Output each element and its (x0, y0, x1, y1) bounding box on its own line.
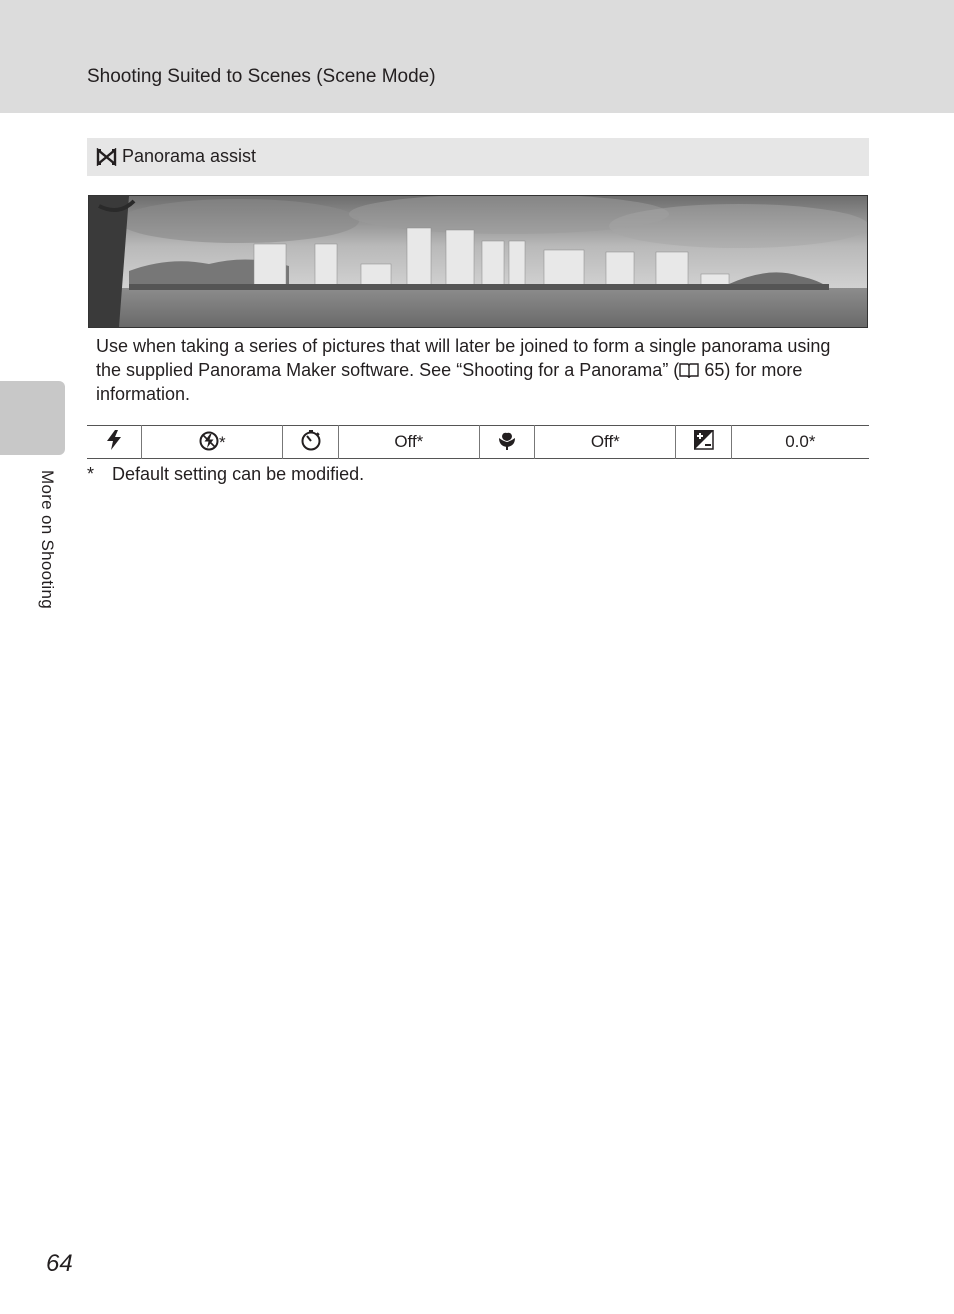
page-number: 64 (46, 1250, 73, 1277)
macro-label-cell (479, 426, 534, 459)
macro-value: Off* (590, 432, 620, 451)
macro-icon (496, 429, 518, 451)
flash-icon (106, 430, 122, 450)
description-line-2 (96, 358, 866, 382)
exposure-compensation-icon (693, 429, 715, 451)
footnote: * Default setting can be modified. (87, 464, 365, 484)
side-tab-label: More on Shooting (38, 470, 57, 609)
description-line-3: information. (96, 384, 191, 404)
header-band (0, 0, 954, 113)
exposure-label-cell (676, 426, 731, 459)
mode-description (96, 334, 866, 406)
page-header-title: Shooting Suited to Scenes (Scene Mode) (87, 66, 436, 87)
table-row (87, 426, 869, 459)
flash-mode-label-cell (87, 426, 142, 459)
self-timer-value-cell (338, 426, 479, 459)
description-line-2-start: the supplied Panorama Maker software. See “Shooting for a Panorama” ( (96, 360, 680, 380)
panorama-photo (88, 195, 868, 328)
section-heading-bar (87, 138, 869, 176)
side-tab (0, 381, 65, 455)
description-line-1: Use when taking a series of pictures that will later be joined to form a single panorama using (96, 336, 831, 356)
description-line-2-end: 65) for more (699, 360, 803, 380)
section-title (96, 146, 256, 167)
exposure-value-cell (731, 426, 869, 459)
flash-mode-value: * (218, 433, 226, 452)
self-timer-label-cell (283, 426, 338, 459)
exposure-value: 0.0* (785, 432, 816, 451)
flash-mode-value-cell (142, 426, 283, 459)
panorama-assist-icon (96, 148, 117, 166)
macro-value-cell (535, 426, 676, 459)
flash-off-icon (199, 431, 219, 451)
book-reference-icon (679, 362, 699, 378)
self-timer-icon (300, 429, 322, 451)
default-settings-table (87, 425, 869, 459)
section-title-text: Panorama assist (122, 146, 257, 166)
self-timer-value: Off* (394, 432, 424, 451)
